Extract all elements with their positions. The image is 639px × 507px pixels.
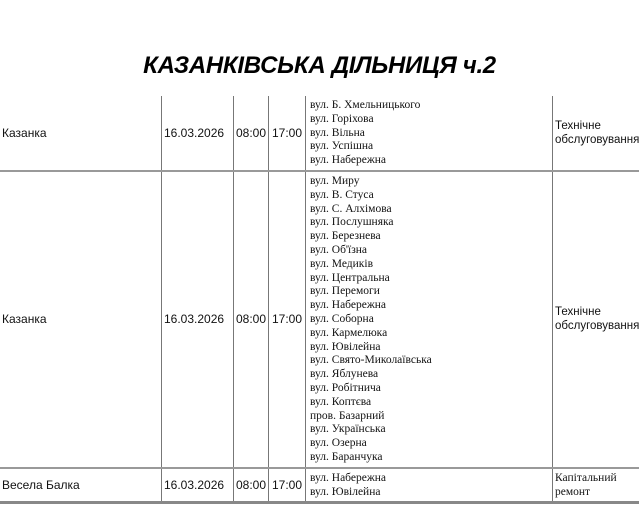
street-item: вул. Миру [310, 174, 360, 187]
street-item: вул. Баранчука [310, 450, 383, 463]
streets-cell [306, 171, 553, 468]
page-title: КАЗАНКІВСЬКА ДІЛЬНИЦЯ ч.2 [143, 52, 496, 79]
street-item: вул. Робітнича [310, 381, 381, 394]
start-time-cell: 08:00 [234, 96, 269, 171]
street-item: пров. Базарний [310, 409, 385, 422]
date-cell: 16.03.2026 [162, 171, 234, 468]
street-item: вул. Перемоги [310, 285, 380, 298]
street-item: вул. С. Алхімова [310, 202, 392, 215]
date-cell: 16.03.2026 [162, 96, 234, 171]
street-item: вул. Набережна [310, 299, 387, 312]
street-item: вул. Горіхова [310, 112, 374, 125]
end-time-cell: 17:00 [269, 96, 306, 171]
street-item: вул. Свято-Миколаївська [310, 354, 432, 367]
street-item: вул. Б. Хмельницького [310, 99, 421, 111]
street-item: вул. Набережна [310, 154, 387, 167]
work-type-cell: Технічне обслуговування [553, 96, 639, 171]
street-item: вул. Успішна [310, 140, 374, 153]
street-item: вул. Ювілейна [310, 485, 381, 498]
date-cell: 16.03.2026 [162, 468, 234, 503]
settlement-cell: Казанка [0, 171, 162, 468]
street-item: вул. Центральна [310, 271, 390, 284]
street-item: вул. Березнева [310, 230, 381, 243]
streets-cell [306, 468, 553, 503]
street-item: вул. Об'їзна [310, 243, 367, 256]
settlement-cell: Казанка [0, 96, 162, 171]
settlement-cell: Весела Балка [0, 468, 162, 503]
street-item: вул. Кармелюка [310, 326, 388, 339]
street-item: вул. Озерна [310, 437, 367, 450]
street-item: вул. Набережна [310, 471, 387, 484]
end-time-cell: 17:00 [269, 468, 306, 503]
start-time-cell: 08:00 [234, 171, 269, 468]
street-item: вул. Послушняка [310, 216, 394, 229]
street-item: вул. Ювілейна [310, 340, 381, 353]
table-row [0, 96, 639, 171]
work-type-cell: Капітальний ремонт [553, 468, 639, 503]
street-item: вул. В. Стуса [310, 188, 374, 201]
street-item: вул. Вільна [310, 126, 365, 139]
table-row [0, 171, 639, 468]
end-time-cell: 17:00 [269, 171, 306, 468]
street-item: вул. Яблунева [310, 368, 379, 381]
start-time-cell: 08:00 [234, 468, 269, 503]
work-type-cell: Технічне обслуговування [553, 171, 639, 468]
street-item: вул. Коптєва [310, 395, 372, 408]
street-item: вул. Українська [310, 423, 386, 436]
outage-schedule-table [0, 96, 639, 504]
street-item: вул. Соборна [310, 312, 374, 325]
street-item: вул. Медиків [310, 257, 374, 270]
streets-cell [306, 96, 553, 171]
table-row [0, 468, 639, 503]
